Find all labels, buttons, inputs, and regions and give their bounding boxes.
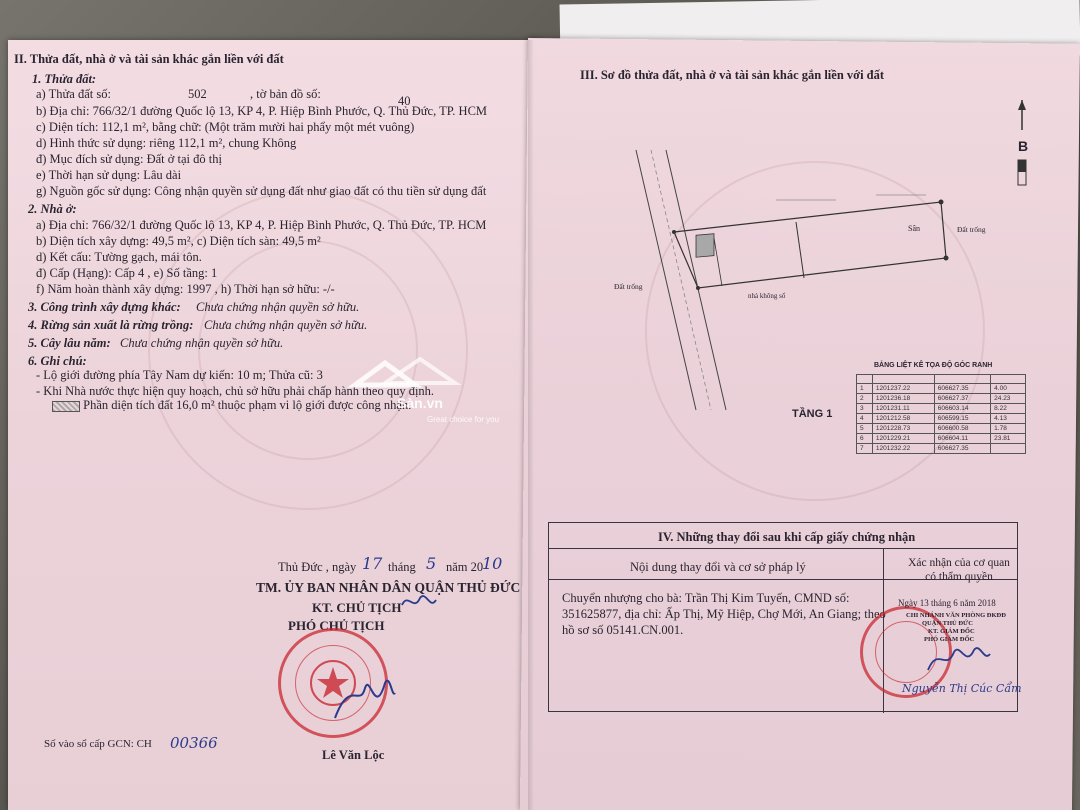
coord-cell: 4 [857, 414, 873, 424]
north-label: B [1018, 138, 1029, 154]
label-empty-land-west: Đất trống [614, 282, 643, 291]
coord-cell: 606627.37 [934, 394, 990, 404]
coord-cell: 8.22 [991, 404, 1026, 414]
issuing-org: TM. ỦY BAN NHÂN DÂN QUẬN THỦ ĐỨC [256, 580, 521, 595]
section-5-value: Chưa chứng nhận quyền sở hữu. [120, 336, 284, 350]
section-4-value: Chưa chứng nhận quyền sở hữu. [204, 318, 368, 332]
coord-table [856, 374, 1026, 454]
issue-month: 5 [426, 554, 437, 573]
coord-table-title: BẢNG LIỆT KÊ TỌA ĐỘ GÓC RANH [874, 362, 993, 369]
watermark-brand: Sàn.vn [397, 395, 443, 411]
section-2-title: 2. Nhà ở: [28, 202, 77, 216]
issue-date-month-label: tháng [388, 560, 416, 574]
coord-cell: 606600.58 [934, 424, 990, 434]
coord-cell: 5 [857, 424, 873, 434]
north-arrow-icon [1012, 100, 1032, 200]
coord-cell: 24.23 [991, 394, 1026, 404]
section-ii-header: II. Thửa đất, nhà ở và tài sản khác gắn liền với đất [14, 52, 284, 66]
coord-cell: 606599.15 [934, 414, 990, 424]
house-grade: đ) Cấp (Hạng): Cấp 4 , e) Số tầng: 1 [36, 266, 218, 280]
coord-cell: 1.78 [991, 424, 1026, 434]
coord-cell: 1201228.73 [872, 424, 934, 434]
label-empty-land-east: Đất trống [957, 225, 986, 234]
note-1: - Lộ giới đường phía Tây Nam dự kiến: 10 m; Thửa cũ: 3 [36, 368, 323, 382]
coord-cell: 1201212.58 [872, 414, 934, 424]
section-3-value: Chưa chứng nhận quyền sở hữu. [196, 300, 360, 314]
section-1-title: 1. Thửa đất: [32, 72, 97, 86]
issue-year-pre: năm 20 [446, 560, 484, 574]
issue-day: 17 [362, 554, 383, 573]
coord-table-row [857, 444, 1026, 454]
section-4-title: 4. Rừng sản xuất là rừng trồng: [28, 318, 194, 332]
section-iv-title: IV. Những thay đổi sau khi cấp giấy chứng nhận [658, 530, 916, 544]
section-5-title: 5. Cây lâu năm: [28, 336, 111, 350]
usage-term: e) Thời hạn sử dụng: Lâu dài [36, 168, 182, 182]
coord-cell: 606627.35 [934, 384, 990, 394]
label-san: Sân [908, 224, 920, 233]
coord-cell: 1201236.18 [872, 394, 934, 404]
iv-org-3: KT. GIÁM ĐỐC [928, 628, 975, 635]
usage-form: d) Hình thức sử dụng: riêng 112,1 m², chung Không [36, 136, 297, 150]
section-6-title: 6. Ghi chú: [28, 354, 87, 368]
coord-cell: 7 [857, 444, 873, 454]
coord-table-row [857, 434, 1026, 444]
coord-cell: 1201231.11 [872, 404, 934, 414]
hatch-legend-icon [52, 401, 80, 412]
coord-cell [991, 444, 1026, 454]
coord-cell: 1201237.22 [872, 384, 934, 394]
signature-initials [400, 590, 440, 615]
usage-origin: g) Nguồn gốc sử dụng: Công nhận quyền sử dụng đất như giao đất có thu tiền sử dụng đất [36, 184, 487, 198]
section-3-title: 3. Công trình xây dựng khác: [28, 300, 181, 314]
coord-table-row [857, 404, 1026, 414]
watermark-slogan: Great choice for you [427, 415, 500, 424]
signature-right [924, 640, 994, 680]
house-address: a) Địa chỉ: 766/32/1 đường Quốc lộ 13, KP 4, P. Hiệp Bình Phước, Q. Thủ Đức, TP. HCM [36, 218, 487, 232]
iv-date: Ngày 13 tháng 6 năm 2018 [898, 598, 996, 608]
iv-org-1: CHI NHÁNH VĂN PHÒNG ĐKĐĐ [906, 612, 1006, 619]
iv-transfer-content: Chuyển nhượng cho bà: Trần Thị Kim Tuyến, CMND số: 351625877, địa chỉ: Ấp Thị, Mỹ Hiệp, Chợ Mới, An Giang; theo hồ sơ số 05141.CN.001. [562, 591, 886, 637]
iv-org-4: PHÓ GIÁM ĐỐC [924, 636, 975, 643]
serial-value: 00366 [170, 734, 218, 752]
land-address: b) Địa chỉ: 766/32/1 đường Quốc lộ 13, KP 4, P. Hiệp Bình Phước, Q. Thủ Đức, TP. HCM [36, 104, 488, 118]
kt-chairman: KT. CHỦ TỊCH [312, 600, 402, 615]
coord-cell: 3 [857, 404, 873, 414]
serial-label: Số vào sổ cấp GCN: CH [44, 738, 152, 750]
coord-cell: 1201232.22 [872, 444, 934, 454]
coord-cell: 1 [857, 384, 873, 394]
iv-column-content: Nội dung thay đổi và cơ sở pháp lý [630, 560, 806, 574]
iv-signer: Nguyễn Thị Cúc Cẩm [902, 682, 1022, 695]
coord-cell: 2 [857, 394, 873, 404]
coord-cell: 6 [857, 434, 873, 444]
house-structure: d) Kết cấu: Tường gạch, mái tôn. [36, 250, 202, 264]
coord-cell: 23.81 [991, 434, 1026, 444]
section-iii-header: III. Sơ đồ thửa đất, nhà ở và tài sản khác gắn liền với đất [580, 68, 885, 82]
coord-cell: 606627.35 [934, 444, 990, 454]
house-year: f) Năm hoàn thành xây dựng: 1997 , h) Thời hạn sở hữu: -/- [36, 282, 335, 296]
coord-table-row [857, 384, 1026, 394]
parcel-number-value: 502 [188, 87, 207, 101]
issue-year: 10 [482, 554, 503, 573]
coord-table-row [857, 394, 1026, 404]
coord-cell: 4.13 [991, 414, 1026, 424]
iv-org-2: QUẬN THỦ ĐỨC [922, 620, 973, 627]
coord-table-row [857, 424, 1026, 434]
coord-table-row [857, 414, 1026, 424]
signature-left [330, 668, 400, 728]
coord-cell: 4.00 [991, 384, 1026, 394]
floor-label: TẦNG 1 [792, 408, 833, 420]
map-sheet-value: 40 [398, 94, 411, 108]
parcel-number-label: a) Thửa đất số: [36, 87, 111, 101]
issue-date-pre: Thủ Đức , ngày [278, 560, 357, 574]
coord-table-header [857, 375, 1026, 384]
coord-cell: 606604.11 [934, 434, 990, 444]
land-area: c) Diện tích: 112,1 m², bằng chữ: (Một trăm mười hai phẩy một mét vuông) [36, 120, 415, 134]
iv-column-authority: Xác nhận của cơ quan có thẩm quyền [908, 557, 1010, 583]
coord-cell: 1201229.21 [872, 434, 934, 444]
map-sheet-label: , tờ bản đồ số: [250, 87, 321, 101]
vice-chairman: PHÓ CHỦ TỊCH [288, 618, 385, 633]
label-unnumbered-house: nhà không số [748, 292, 786, 300]
house-area: b) Diện tích xây dựng: 49,5 m², c) Diện tích sàn: 49,5 m² [36, 234, 321, 248]
signer-name: Lê Văn Lộc [322, 748, 385, 762]
note-3: Phần diện tích đất 16,0 m² thuộc phạm vi lộ giới được công nhận. [83, 398, 412, 412]
site-watermark [345, 355, 500, 425]
usage-purpose: đ) Mục đích sử dụng: Đất ở tại đô thị [36, 152, 222, 166]
page-fold [528, 40, 534, 810]
note-2: - Khi Nhà nước thực hiện quy hoạch, chủ sở hữu phải chấp hành theo quy định. [36, 384, 435, 398]
coord-cell: 606603.14 [934, 404, 990, 414]
